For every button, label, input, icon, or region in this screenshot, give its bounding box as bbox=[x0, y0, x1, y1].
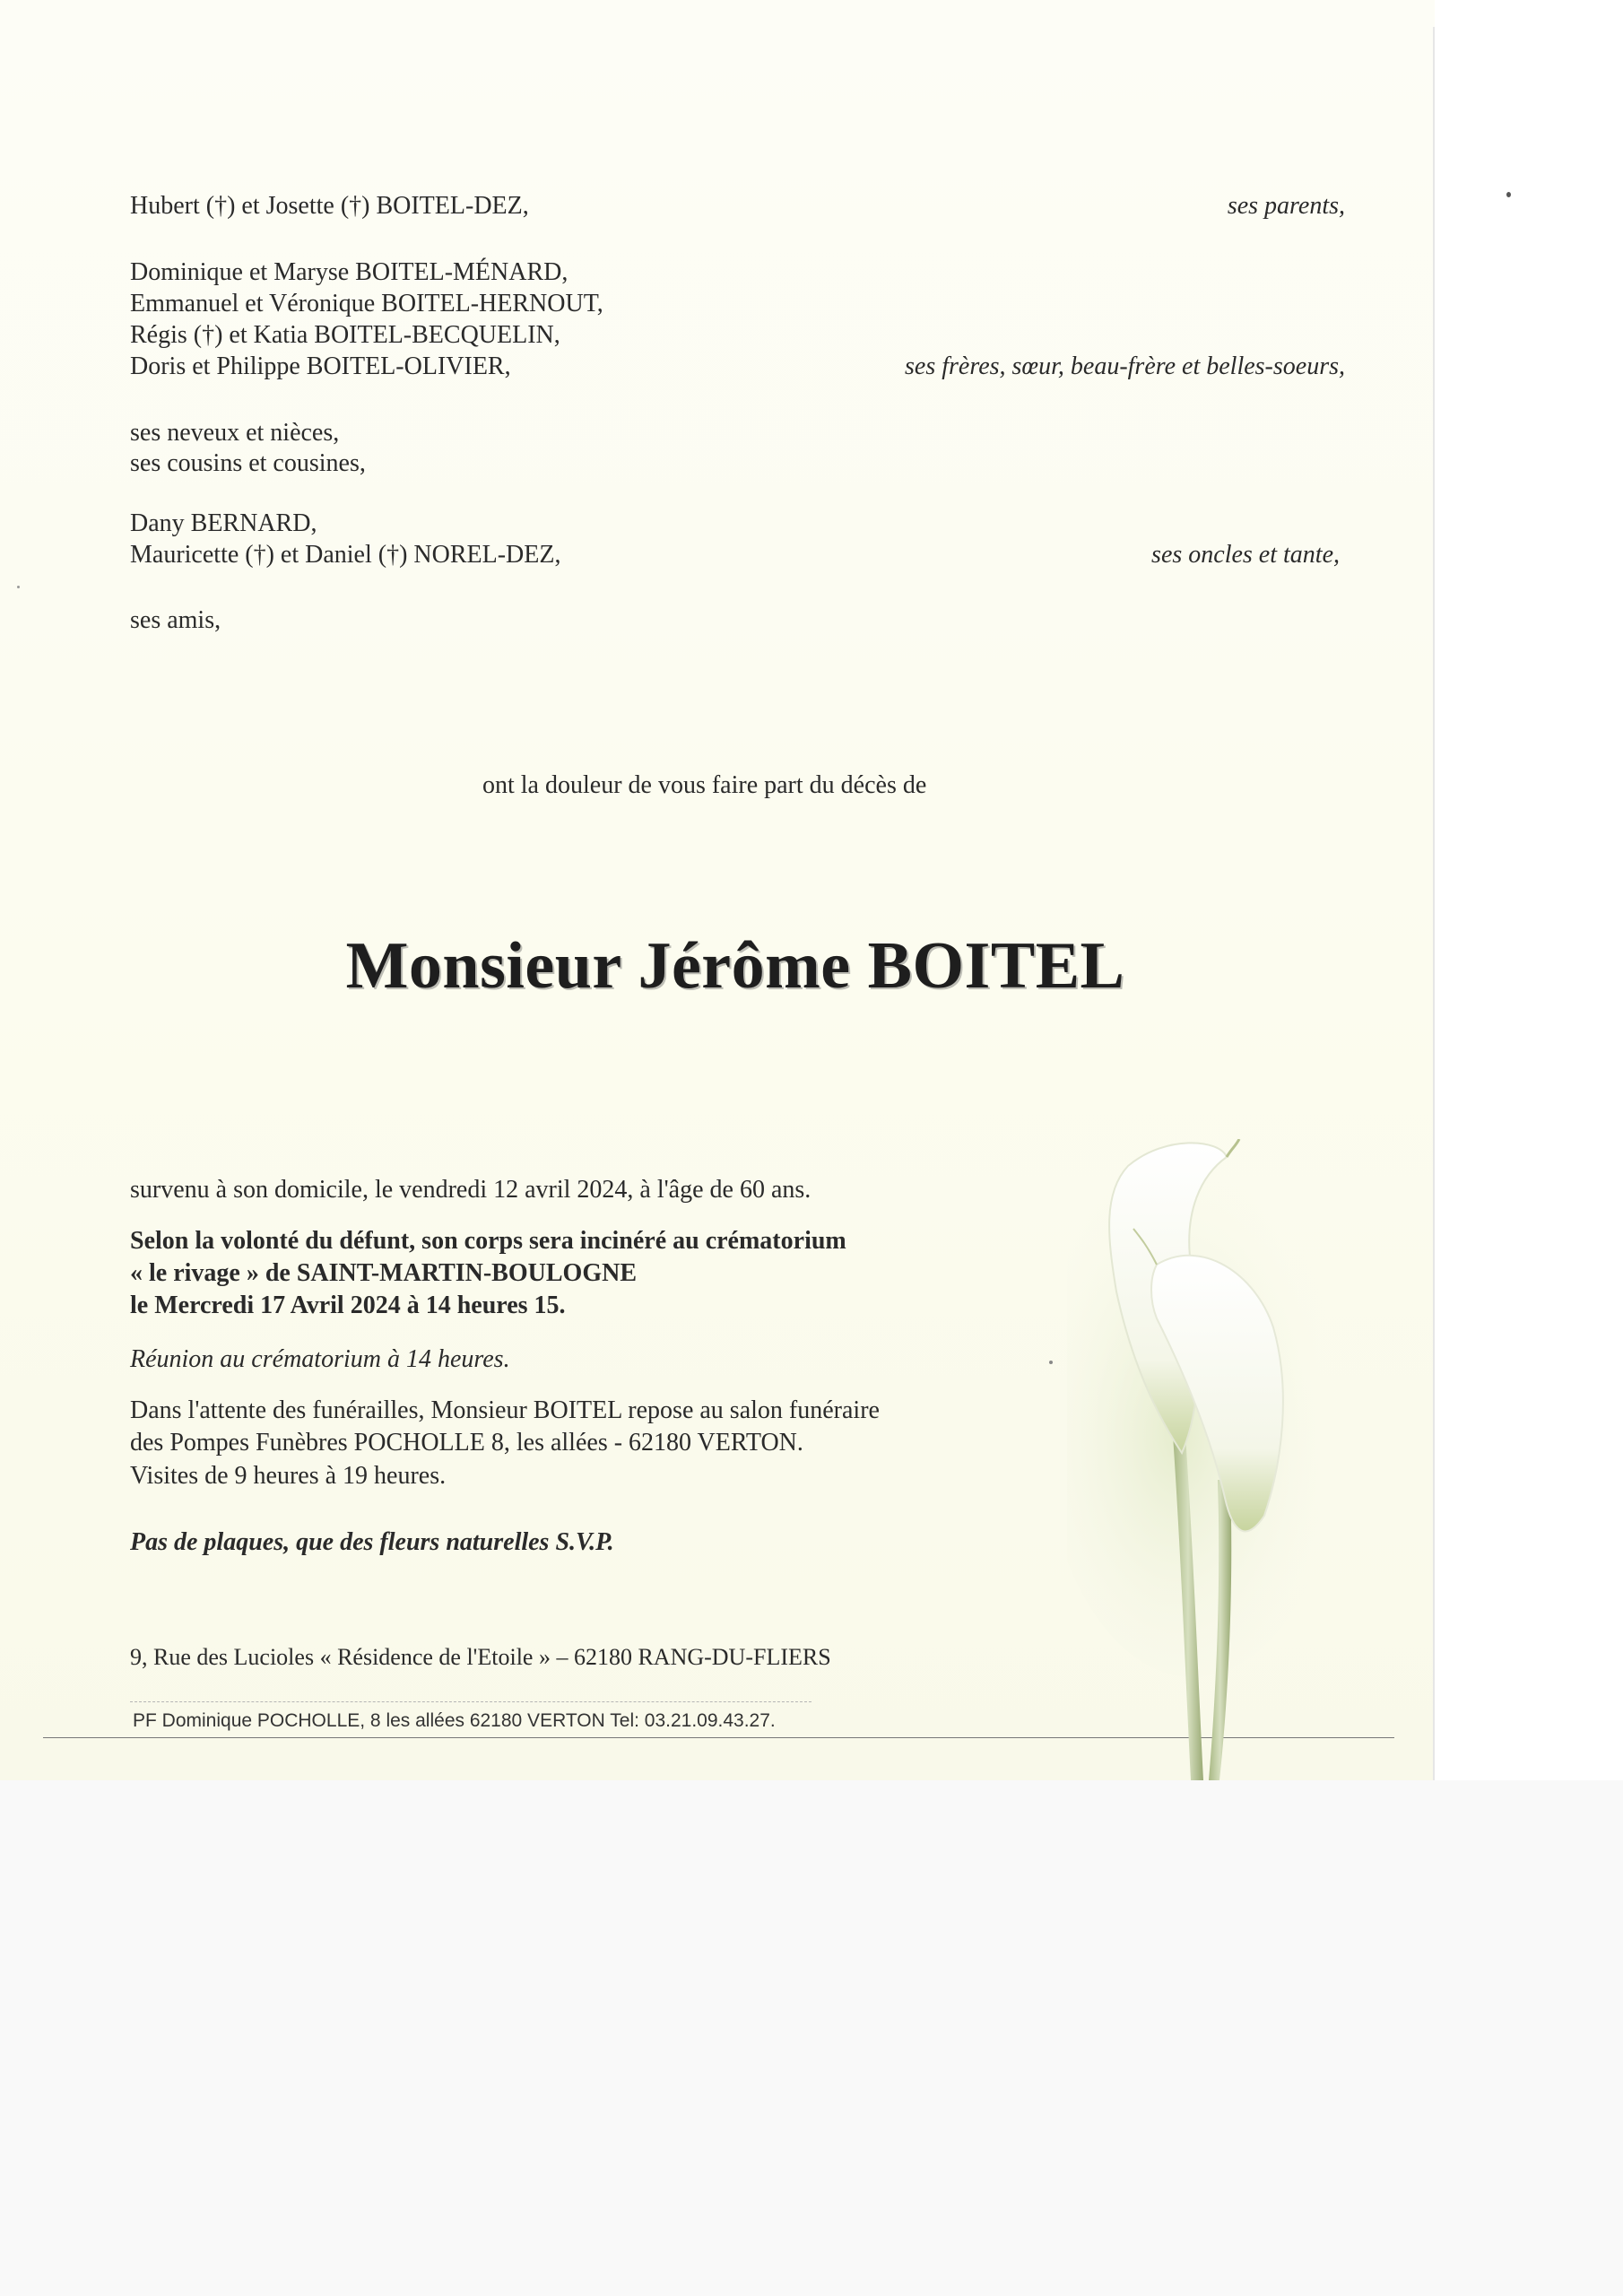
friends-line: ses amis, bbox=[130, 606, 221, 634]
sibling-line: Régis (†) et Katia BOITEL-BECQUELIN, bbox=[130, 321, 560, 349]
viewing-line: Dans l'attente des funérailles, Monsieur BOITEL repose au salon funéraire bbox=[130, 1396, 880, 1424]
uncle-line: Mauricette (†) et Daniel (†) NOREL-DEZ, bbox=[130, 541, 561, 569]
sibling-line: Doris et Philippe BOITEL-OLIVIER, bbox=[130, 352, 511, 380]
address-line: 9, Rue des Lucioles « Résidence de l'Etoile » – 62180 RANG-DU-FLIERS bbox=[130, 1644, 831, 1670]
relatives-line: ses neveux et nièces, bbox=[130, 419, 340, 447]
announcement-text: ont la douleur de vous faire part du décès de bbox=[482, 771, 927, 799]
flowers-note: Pas de plaques, que des fleurs naturelles S.V.P. bbox=[130, 1528, 614, 1556]
deceased-name: Monsieur Jérôme BOITEL bbox=[345, 929, 1125, 1003]
uncle-line: Dany BERNARD, bbox=[130, 509, 317, 537]
scan-speck bbox=[17, 586, 20, 588]
sibling-line: Emmanuel et Véronique BOITEL-HERNOUT, bbox=[130, 290, 603, 317]
scan-speck bbox=[1049, 1361, 1053, 1364]
sibling-line: Dominique et Maryse BOITEL-MÉNARD, bbox=[130, 258, 568, 286]
siblings-relation: ses frères, sœur, beau-frère et belles-soeurs, bbox=[905, 352, 1345, 380]
ceremony-line: le Mercredi 17 Avril 2024 à 14 heures 15. bbox=[130, 1292, 566, 1319]
uncles-relation: ses oncles et tante, bbox=[1151, 541, 1340, 569]
viewing-line: Visites de 9 heures à 19 heures. bbox=[130, 1462, 447, 1490]
funeral-home-line: PF Dominique POCHOLLE, 8 les allées 62180 VERTON Tel: 03.21.09.43.27. bbox=[133, 1710, 776, 1731]
scan-margin bbox=[0, 1780, 1623, 2296]
viewing-line: des Pompes Funèbres POCHOLLE 8, les allées - 62180 VERTON. bbox=[130, 1429, 803, 1457]
ceremony-line: Selon la volonté du défunt, son corps sera incinéré au crématorium bbox=[130, 1227, 846, 1255]
relatives-line: ses cousins et cousines, bbox=[130, 449, 366, 477]
parents-relation: ses parents, bbox=[1227, 192, 1345, 220]
calla-lily-illustration bbox=[1067, 1139, 1345, 1780]
page-edge bbox=[1433, 27, 1435, 1780]
ceremony-line: « le rivage » de SAINT-MARTIN-BOULOGNE bbox=[130, 1259, 637, 1287]
scan-speck bbox=[1506, 192, 1511, 197]
death-details: survenu à son domicile, le vendredi 12 avril 2024, à l'âge de 60 ans. bbox=[130, 1176, 812, 1204]
gathering-note: Réunion au crématorium à 14 heures. bbox=[130, 1345, 510, 1373]
parents-names: Hubert (†) et Josette (†) BOITEL-DEZ, bbox=[130, 192, 529, 220]
footer-dotted-rule bbox=[130, 1701, 812, 1702]
